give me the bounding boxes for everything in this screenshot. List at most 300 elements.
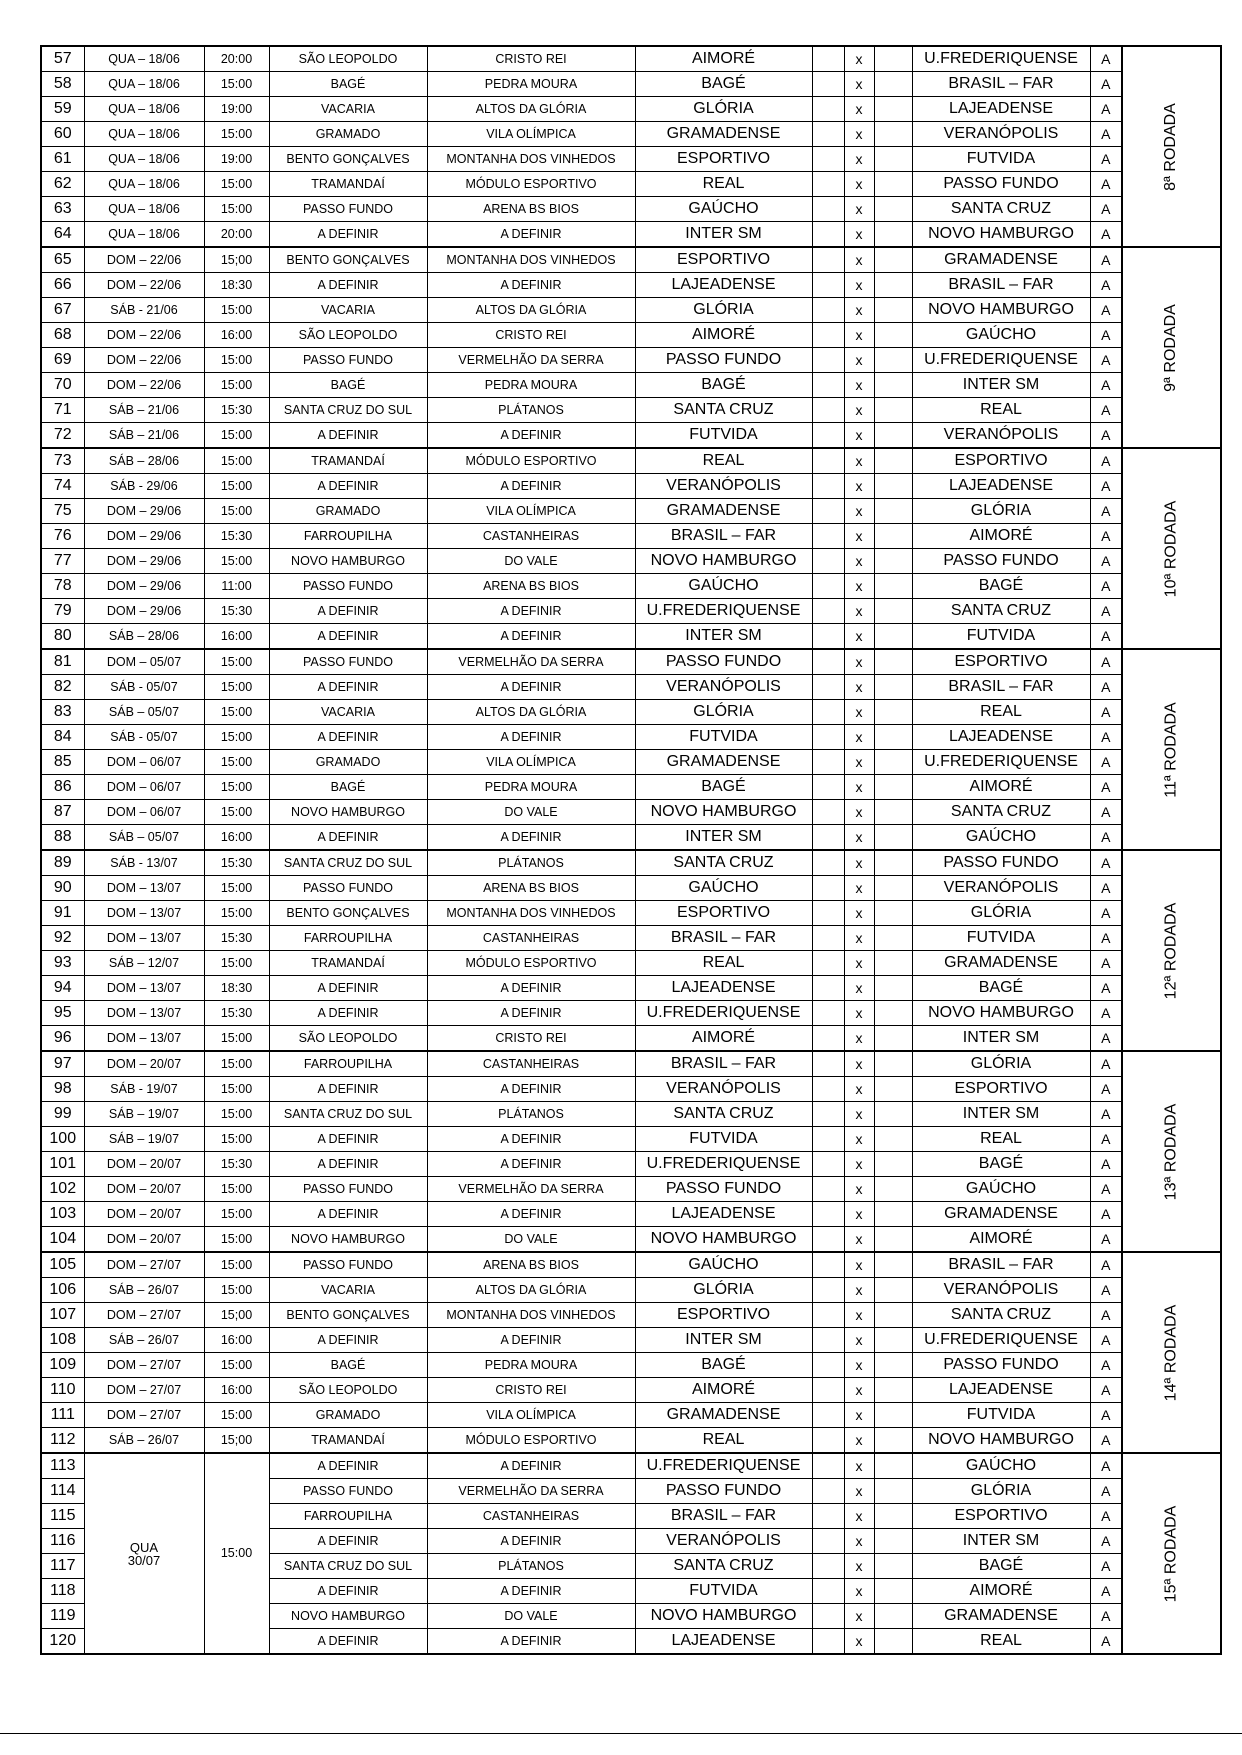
- away-team: BRASIL – FAR: [912, 273, 1090, 298]
- match-row: [41, 524, 1221, 549]
- match-category: A: [1090, 1252, 1122, 1278]
- home-team: SANTA CRUZ: [635, 1102, 812, 1127]
- away-score: [874, 649, 912, 675]
- versus-mark: x: [844, 247, 874, 273]
- match-venue: CRISTO REI: [427, 323, 635, 348]
- match-time: 15:00: [204, 122, 269, 147]
- match-number: 66: [41, 273, 84, 298]
- away-team: FUTVIDA: [912, 147, 1090, 172]
- round-label-text: 11ª RODADA: [1162, 701, 1180, 798]
- away-score: [874, 1579, 912, 1604]
- versus-mark: x: [844, 423, 874, 449]
- match-venue: CASTANHEIRAS: [427, 926, 635, 951]
- away-team: BRASIL – FAR: [912, 1252, 1090, 1278]
- home-team: BRASIL – FAR: [635, 1051, 812, 1077]
- match-category: A: [1090, 348, 1122, 373]
- match-city: TRAMANDAÍ: [269, 448, 427, 474]
- match-time: 16:00: [204, 1328, 269, 1353]
- match-city: BENTO GONÇALVES: [269, 247, 427, 273]
- match-venue: A DEFINIR: [427, 825, 635, 851]
- away-team: BRASIL – FAR: [912, 675, 1090, 700]
- away-team: AIMORÉ: [912, 1227, 1090, 1253]
- away-score: [874, 675, 912, 700]
- match-number: 94: [41, 976, 84, 1001]
- match-number: 117: [41, 1554, 84, 1579]
- away-score: [874, 1353, 912, 1378]
- away-team: BAGÉ: [912, 1152, 1090, 1177]
- match-time: 15:00: [204, 1227, 269, 1253]
- match-number: 115: [41, 1504, 84, 1529]
- home-score: [812, 574, 844, 599]
- away-score: [874, 725, 912, 750]
- match-city: FARROUPILHA: [269, 524, 427, 549]
- match-number: 95: [41, 1001, 84, 1026]
- home-team: FUTVIDA: [635, 423, 812, 449]
- home-score: [812, 951, 844, 976]
- away-team: GRAMADENSE: [912, 1202, 1090, 1227]
- match-date: SÁB – 21/06: [84, 398, 204, 423]
- match-row: [41, 448, 1221, 474]
- match-date: QUA – 18/06: [84, 147, 204, 172]
- match-venue: ARENA BS BIOS: [427, 876, 635, 901]
- match-city: A DEFINIR: [269, 1202, 427, 1227]
- match-category: A: [1090, 825, 1122, 851]
- match-time: 16:00: [204, 624, 269, 650]
- match-row: [41, 398, 1221, 423]
- home-team: ESPORTIVO: [635, 147, 812, 172]
- versus-mark: x: [844, 1026, 874, 1052]
- match-time: 15:00: [204, 197, 269, 222]
- match-row: [41, 1303, 1221, 1328]
- match-city: SÃO LEOPOLDO: [269, 1026, 427, 1052]
- home-score: [812, 599, 844, 624]
- match-row: [41, 700, 1221, 725]
- round-label-text: 13ª RODADA: [1162, 1103, 1180, 1200]
- home-team: FUTVIDA: [635, 1579, 812, 1604]
- away-team: LAJEADENSE: [912, 97, 1090, 122]
- match-time: 19:00: [204, 147, 269, 172]
- match-number: 83: [41, 700, 84, 725]
- home-team: SANTA CRUZ: [635, 1554, 812, 1579]
- away-score: [874, 1077, 912, 1102]
- round-label: [1122, 247, 1221, 448]
- match-time: 15:00: [204, 876, 269, 901]
- match-time: 15:00: [204, 1077, 269, 1102]
- match-city: SÃO LEOPOLDO: [269, 1378, 427, 1403]
- match-category: A: [1090, 1202, 1122, 1227]
- match-time: 15:00: [204, 423, 269, 449]
- match-number: 58: [41, 72, 84, 97]
- versus-mark: x: [844, 298, 874, 323]
- versus-mark: x: [844, 1604, 874, 1629]
- home-score: [812, 725, 844, 750]
- match-date: DOM – 06/07: [84, 775, 204, 800]
- home-team: VERANÓPOLIS: [635, 1077, 812, 1102]
- match-number: 85: [41, 750, 84, 775]
- away-score: [874, 876, 912, 901]
- match-time: 15:00: [204, 298, 269, 323]
- match-row: [41, 348, 1221, 373]
- match-row: [41, 675, 1221, 700]
- away-score: [874, 247, 912, 273]
- away-team: GAÚCHO: [912, 1453, 1090, 1479]
- away-score: [874, 1303, 912, 1328]
- match-row: [41, 599, 1221, 624]
- match-venue: VERMELHÃO DA SERRA: [427, 1479, 635, 1504]
- match-date: SÁB - 05/07: [84, 675, 204, 700]
- versus-mark: x: [844, 197, 874, 222]
- round-label-text: 8ª RODADA: [1162, 102, 1180, 191]
- match-city: SANTA CRUZ DO SUL: [269, 398, 427, 423]
- match-venue: VERMELHÃO DA SERRA: [427, 348, 635, 373]
- versus-mark: x: [844, 901, 874, 926]
- away-score: [874, 1001, 912, 1026]
- round-label-text: 9ª RODADA: [1162, 303, 1180, 392]
- match-city: A DEFINIR: [269, 825, 427, 851]
- match-date: DOM – 13/07: [84, 976, 204, 1001]
- match-number: 81: [41, 649, 84, 675]
- match-date: DOM – 29/06: [84, 599, 204, 624]
- match-category: A: [1090, 1579, 1122, 1604]
- match-category: A: [1090, 1554, 1122, 1579]
- versus-mark: x: [844, 775, 874, 800]
- match-venue: ALTOS DA GLÓRIA: [427, 97, 635, 122]
- match-venue: A DEFINIR: [427, 423, 635, 449]
- match-category: A: [1090, 197, 1122, 222]
- versus-mark: x: [844, 549, 874, 574]
- match-date: QUA – 18/06: [84, 172, 204, 197]
- match-number: 103: [41, 1202, 84, 1227]
- match-category: A: [1090, 1403, 1122, 1428]
- match-city: BAGÉ: [269, 72, 427, 97]
- away-team: REAL: [912, 700, 1090, 725]
- match-time: 15:00: [204, 1252, 269, 1278]
- away-score: [874, 775, 912, 800]
- match-row: [41, 1227, 1221, 1253]
- match-city: BAGÉ: [269, 775, 427, 800]
- match-venue: VILA OLÍMPICA: [427, 750, 635, 775]
- away-score: [874, 348, 912, 373]
- away-score: [874, 1227, 912, 1253]
- match-city: A DEFINIR: [269, 976, 427, 1001]
- match-city: BENTO GONÇALVES: [269, 147, 427, 172]
- match-venue: MÓDULO ESPORTIVO: [427, 448, 635, 474]
- match-venue: PEDRA MOURA: [427, 373, 635, 398]
- match-number: 100: [41, 1127, 84, 1152]
- versus-mark: x: [844, 700, 874, 725]
- match-row: [41, 649, 1221, 675]
- round-label: [1122, 1252, 1221, 1453]
- match-time: 15:00: [204, 800, 269, 825]
- home-team: GLÓRIA: [635, 298, 812, 323]
- match-row: [41, 1252, 1221, 1278]
- match-venue: ARENA BS BIOS: [427, 1252, 635, 1278]
- home-score: [812, 700, 844, 725]
- match-city: TRAMANDAÍ: [269, 1428, 427, 1454]
- match-row: [41, 423, 1221, 449]
- match-row: [41, 147, 1221, 172]
- versus-mark: x: [844, 72, 874, 97]
- versus-mark: x: [844, 147, 874, 172]
- versus-mark: x: [844, 675, 874, 700]
- match-time: 15;00: [204, 1428, 269, 1454]
- match-time: 15:00: [204, 348, 269, 373]
- home-score: [812, 97, 844, 122]
- match-category: A: [1090, 448, 1122, 474]
- match-row: [41, 323, 1221, 348]
- versus-mark: x: [844, 448, 874, 474]
- match-time: 15:00: [204, 1127, 269, 1152]
- home-team: FUTVIDA: [635, 1127, 812, 1152]
- match-city: PASSO FUNDO: [269, 1479, 427, 1504]
- match-row: [41, 1051, 1221, 1077]
- match-category: A: [1090, 398, 1122, 423]
- round-label: [1122, 46, 1221, 247]
- match-number: 65: [41, 247, 84, 273]
- match-city: GRAMADO: [269, 499, 427, 524]
- match-city: GRAMADO: [269, 1403, 427, 1428]
- match-number: 110: [41, 1378, 84, 1403]
- home-score: [812, 1504, 844, 1529]
- match-number: 113: [41, 1453, 84, 1479]
- match-category: A: [1090, 1428, 1122, 1454]
- match-venue: A DEFINIR: [427, 976, 635, 1001]
- match-city: SÃO LEOPOLDO: [269, 323, 427, 348]
- match-row: [41, 298, 1221, 323]
- away-score: [874, 197, 912, 222]
- home-team: LAJEADENSE: [635, 976, 812, 1001]
- home-team: LAJEADENSE: [635, 273, 812, 298]
- match-time: 15:00: [204, 448, 269, 474]
- match-number: 116: [41, 1529, 84, 1554]
- match-category: A: [1090, 1177, 1122, 1202]
- versus-mark: x: [844, 1252, 874, 1278]
- away-team: FUTVIDA: [912, 926, 1090, 951]
- match-city: PASSO FUNDO: [269, 197, 427, 222]
- match-row: [41, 1428, 1221, 1454]
- match-time-shared: 15:00: [204, 1453, 269, 1654]
- home-score: [812, 72, 844, 97]
- home-score: [812, 1202, 844, 1227]
- match-time: 18:30: [204, 273, 269, 298]
- match-venue: MONTANHA DOS VINHEDOS: [427, 901, 635, 926]
- home-team: BRASIL – FAR: [635, 1504, 812, 1529]
- match-number: 98: [41, 1077, 84, 1102]
- match-row: [41, 951, 1221, 976]
- match-venue: CRISTO REI: [427, 1026, 635, 1052]
- home-score: [812, 147, 844, 172]
- home-score: [812, 675, 844, 700]
- match-number: 102: [41, 1177, 84, 1202]
- away-team: U.FREDERIQUENSE: [912, 750, 1090, 775]
- match-city: PASSO FUNDO: [269, 1252, 427, 1278]
- versus-mark: x: [844, 876, 874, 901]
- match-venue: PEDRA MOURA: [427, 775, 635, 800]
- match-city: A DEFINIR: [269, 423, 427, 449]
- match-venue: DO VALE: [427, 549, 635, 574]
- versus-mark: x: [844, 474, 874, 499]
- home-team: ESPORTIVO: [635, 247, 812, 273]
- match-date-shared: [84, 1453, 204, 1654]
- match-category: A: [1090, 1453, 1122, 1479]
- home-score: [812, 373, 844, 398]
- home-score: [812, 1554, 844, 1579]
- match-date: SÁB - 13/07: [84, 850, 204, 876]
- match-time: 15;00: [204, 1303, 269, 1328]
- match-row: [41, 499, 1221, 524]
- match-row: [41, 825, 1221, 851]
- match-date: SÁB – 12/07: [84, 951, 204, 976]
- match-category: A: [1090, 1227, 1122, 1253]
- match-row: [41, 1001, 1221, 1026]
- away-team: GLÓRIA: [912, 499, 1090, 524]
- away-team: PASSO FUNDO: [912, 850, 1090, 876]
- home-team: VERANÓPOLIS: [635, 675, 812, 700]
- home-team: SANTA CRUZ: [635, 850, 812, 876]
- versus-mark: x: [844, 1077, 874, 1102]
- match-category: A: [1090, 1529, 1122, 1554]
- match-category: A: [1090, 725, 1122, 750]
- versus-mark: x: [844, 1001, 874, 1026]
- match-venue: DO VALE: [427, 1604, 635, 1629]
- away-team: VERANÓPOLIS: [912, 122, 1090, 147]
- home-team: VERANÓPOLIS: [635, 1529, 812, 1554]
- match-number: 104: [41, 1227, 84, 1253]
- away-score: [874, 1479, 912, 1504]
- match-category: A: [1090, 926, 1122, 951]
- match-category: A: [1090, 1479, 1122, 1504]
- versus-mark: x: [844, 1227, 874, 1253]
- away-team: VERANÓPOLIS: [912, 423, 1090, 449]
- match-venue: A DEFINIR: [427, 1629, 635, 1655]
- schedule-table: [40, 45, 1222, 1655]
- match-venue: A DEFINIR: [427, 273, 635, 298]
- match-city: A DEFINIR: [269, 1529, 427, 1554]
- home-score: [812, 474, 844, 499]
- home-score: [812, 273, 844, 298]
- match-venue: CRISTO REI: [427, 46, 635, 72]
- away-score: [874, 1127, 912, 1152]
- match-row: [41, 1403, 1221, 1428]
- home-team: INTER SM: [635, 825, 812, 851]
- match-venue: A DEFINIR: [427, 1202, 635, 1227]
- home-score: [812, 649, 844, 675]
- match-date: DOM – 29/06: [84, 574, 204, 599]
- versus-mark: x: [844, 1152, 874, 1177]
- match-number: 59: [41, 97, 84, 122]
- home-team: BRASIL – FAR: [635, 524, 812, 549]
- match-number: 62: [41, 172, 84, 197]
- match-row: [41, 1202, 1221, 1227]
- versus-mark: x: [844, 599, 874, 624]
- home-team: GAÚCHO: [635, 1252, 812, 1278]
- home-score: [812, 976, 844, 1001]
- match-date: SÁB - 05/07: [84, 725, 204, 750]
- match-number: 93: [41, 951, 84, 976]
- match-time: 15:00: [204, 373, 269, 398]
- home-score: [812, 1303, 844, 1328]
- match-venue: MÓDULO ESPORTIVO: [427, 951, 635, 976]
- away-team: VERANÓPOLIS: [912, 1278, 1090, 1303]
- match-row: [41, 197, 1221, 222]
- match-number: 114: [41, 1479, 84, 1504]
- home-score: [812, 901, 844, 926]
- match-date: DOM – 13/07: [84, 926, 204, 951]
- home-score: [812, 1328, 844, 1353]
- match-city: NOVO HAMBURGO: [269, 800, 427, 825]
- away-score: [874, 1152, 912, 1177]
- away-team: BAGÉ: [912, 574, 1090, 599]
- away-team: INTER SM: [912, 1102, 1090, 1127]
- home-team: BAGÉ: [635, 373, 812, 398]
- match-time: 15:00: [204, 1051, 269, 1077]
- home-score: [812, 775, 844, 800]
- match-category: A: [1090, 1001, 1122, 1026]
- match-city: NOVO HAMBURGO: [269, 1227, 427, 1253]
- away-team: ESPORTIVO: [912, 1077, 1090, 1102]
- home-score: [812, 549, 844, 574]
- match-category: A: [1090, 524, 1122, 549]
- versus-mark: x: [844, 1479, 874, 1504]
- home-team: REAL: [635, 448, 812, 474]
- versus-mark: x: [844, 1579, 874, 1604]
- match-number: 118: [41, 1579, 84, 1604]
- home-score: [812, 423, 844, 449]
- match-row: [41, 926, 1221, 951]
- away-team: REAL: [912, 398, 1090, 423]
- home-team: ESPORTIVO: [635, 1303, 812, 1328]
- away-team: U.FREDERIQUENSE: [912, 348, 1090, 373]
- match-date: SÁB – 26/07: [84, 1278, 204, 1303]
- versus-mark: x: [844, 926, 874, 951]
- versus-mark: x: [844, 172, 874, 197]
- home-team: NOVO HAMBURGO: [635, 1227, 812, 1253]
- home-team: PASSO FUNDO: [635, 649, 812, 675]
- match-number: 99: [41, 1102, 84, 1127]
- match-number: 61: [41, 147, 84, 172]
- versus-mark: x: [844, 1303, 874, 1328]
- match-venue: CASTANHEIRAS: [427, 1504, 635, 1529]
- home-team: GLÓRIA: [635, 97, 812, 122]
- match-city: A DEFINIR: [269, 1152, 427, 1177]
- round-label: [1122, 1453, 1221, 1654]
- home-score: [812, 1529, 844, 1554]
- home-team: NOVO HAMBURGO: [635, 800, 812, 825]
- match-number: 69: [41, 348, 84, 373]
- home-team: U.FREDERIQUENSE: [635, 599, 812, 624]
- away-score: [874, 750, 912, 775]
- match-row: [41, 97, 1221, 122]
- away-score: [874, 72, 912, 97]
- match-row: [41, 1177, 1221, 1202]
- away-score: [874, 901, 912, 926]
- away-team: GRAMADENSE: [912, 247, 1090, 273]
- away-team: REAL: [912, 1127, 1090, 1152]
- home-score: [812, 825, 844, 851]
- away-team: SANTA CRUZ: [912, 1303, 1090, 1328]
- match-venue: MONTANHA DOS VINHEDOS: [427, 147, 635, 172]
- away-score: [874, 298, 912, 323]
- away-team: NOVO HAMBURGO: [912, 298, 1090, 323]
- away-team: INTER SM: [912, 373, 1090, 398]
- match-venue: CASTANHEIRAS: [427, 524, 635, 549]
- home-team: INTER SM: [635, 1328, 812, 1353]
- match-number: 63: [41, 197, 84, 222]
- away-team: GAÚCHO: [912, 825, 1090, 851]
- round-label: [1122, 850, 1221, 1051]
- match-city: A DEFINIR: [269, 1127, 427, 1152]
- match-date: DOM – 29/06: [84, 524, 204, 549]
